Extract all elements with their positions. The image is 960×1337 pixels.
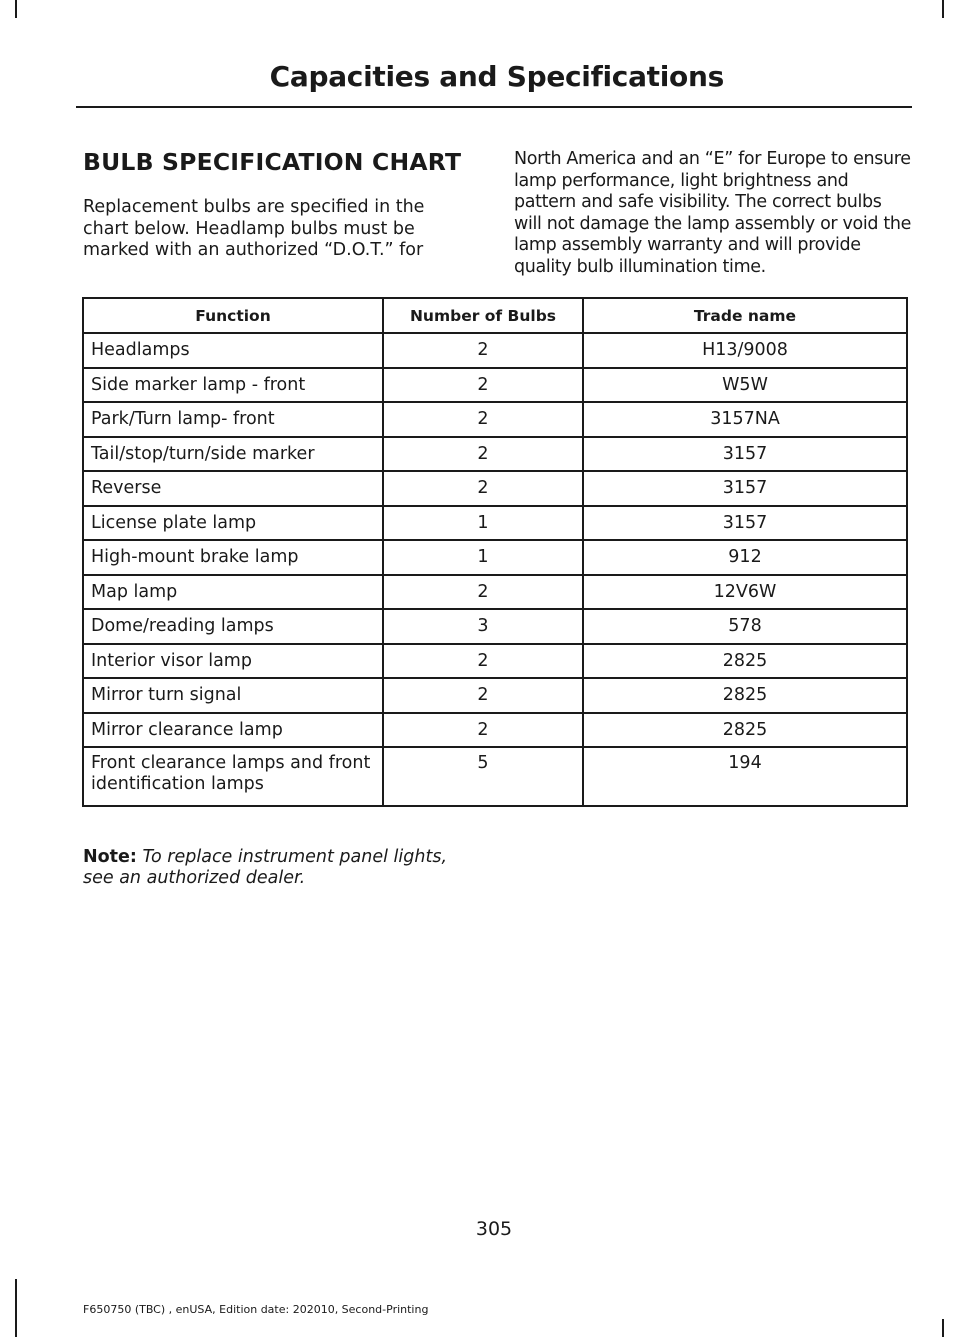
table-row (83, 540, 907, 575)
column-header-number-of-bulbs: Number of Bulbs (383, 298, 583, 333)
trade-name-cell: 3157NA (583, 402, 907, 437)
note-label: Note: (83, 847, 137, 867)
bulb-count-cell: 3 (383, 609, 583, 644)
footer-edition-info: F650750 (TBC) , enUSA, Edition date: 202010, Second-Printing (83, 1303, 429, 1316)
table-row (83, 575, 907, 610)
function-cell: High-mount brake lamp (83, 540, 383, 575)
trade-name-cell: 2825 (583, 644, 907, 679)
table-row (83, 609, 907, 644)
bulb-count-cell: 2 (383, 402, 583, 437)
function-cell: Mirror turn signal (83, 678, 383, 713)
bulb-count-cell: 2 (383, 713, 583, 748)
table-row (83, 402, 907, 437)
function-cell: License plate lamp (83, 506, 383, 541)
crop-mark-bottom-right (942, 1319, 944, 1337)
trade-name-cell: H13/9008 (583, 333, 907, 368)
function-cell: Park/Turn lamp- front (83, 402, 383, 437)
function-cell: Side marker lamp - front (83, 368, 383, 403)
note-text: To replace instrument panel lights, see an authorized dealer. (83, 847, 448, 888)
header-rule (76, 106, 912, 108)
table-row (83, 713, 907, 748)
function-cell: Mirror clearance lamp (83, 713, 383, 748)
trade-name-cell: 912 (583, 540, 907, 575)
crop-mark-top-right (942, 0, 944, 18)
column-header-trade-name: Trade name (583, 298, 907, 333)
trade-name-cell: 2825 (583, 678, 907, 713)
function-cell: Interior visor lamp (83, 644, 383, 679)
table-row (83, 506, 907, 541)
bulb-count-cell: 2 (383, 437, 583, 472)
trade-name-cell: 578 (583, 609, 907, 644)
intro-paragraph-left: Replacement bulbs are specified in the chart below. Headlamp bulbs must be marked with an authorized “D.O.T.” for (83, 197, 425, 260)
table-row (83, 333, 907, 368)
bulb-count-cell: 2 (383, 471, 583, 506)
function-cell: Headlamps (83, 333, 383, 368)
table-row (83, 471, 907, 506)
intro-paragraph-right: North America and an “E” for Europe to ensure lamp performance, light brightness and pattern and safe visibility. The correct bulbs will not damage the lamp assembly or void the lamp assembly warranty and will provide quality bulb illumination time. (514, 149, 912, 277)
bulb-count-cell: 2 (383, 644, 583, 679)
table-row (83, 747, 907, 806)
trade-name-cell: 3157 (583, 506, 907, 541)
crop-mark-bottom-left (15, 1279, 17, 1337)
trade-name-cell: 194 (583, 747, 907, 806)
table-row (83, 678, 907, 713)
function-cell: Reverse (83, 471, 383, 506)
trade-name-cell: 3157 (583, 437, 907, 472)
function-cell: Front clearance lamps and front identification lamps (83, 747, 383, 806)
section-heading: BULB SPECIFICATION CHART (83, 148, 462, 176)
table-row (83, 644, 907, 679)
trade-name-cell: W5W (583, 368, 907, 403)
function-cell: Tail/stop/turn/side marker (83, 437, 383, 472)
function-cell: Map lamp (83, 575, 383, 610)
bulb-count-cell: 2 (383, 575, 583, 610)
bulb-count-cell: 1 (383, 506, 583, 541)
bulb-count-cell: 2 (383, 368, 583, 403)
trade-name-cell: 2825 (583, 713, 907, 748)
page-title: Capacities and Specifications (269, 60, 724, 93)
bulb-count-cell: 2 (383, 678, 583, 713)
function-cell: Dome/reading lamps (83, 609, 383, 644)
bulb-count-cell: 5 (383, 747, 583, 806)
note (83, 847, 473, 889)
bulb-count-cell: 2 (383, 333, 583, 368)
trade-name-cell: 12V6W (583, 575, 907, 610)
trade-name-cell: 3157 (583, 471, 907, 506)
table-row (83, 368, 907, 403)
page-number: 305 (475, 1218, 513, 1240)
bulb-specification-table (82, 297, 908, 807)
column-header-function: Function (83, 298, 383, 333)
bulb-count-cell: 1 (383, 540, 583, 575)
table-row (83, 437, 907, 472)
crop-mark-top-left (15, 0, 17, 18)
table-header-row (83, 298, 907, 333)
